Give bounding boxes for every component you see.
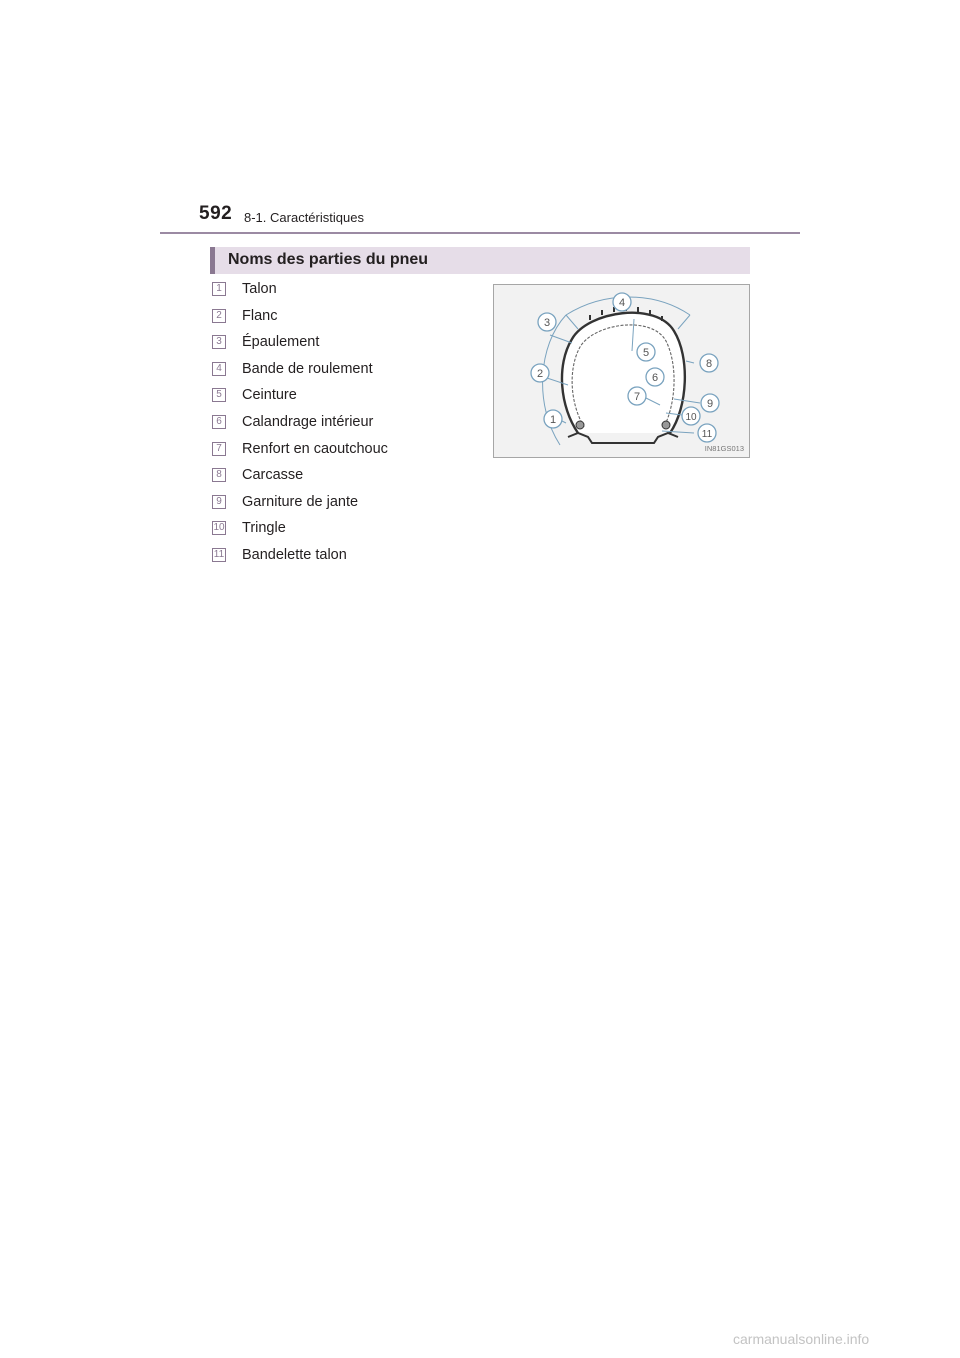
svg-text:2: 2 [536, 368, 544, 380]
svg-text:6: 6 [651, 372, 659, 384]
callout-6 [646, 368, 664, 386]
callout-10 [682, 407, 700, 425]
callout-8 [700, 354, 718, 372]
chapter-title: 8-1. Caractéristiques [244, 210, 364, 225]
item-number: 5 [212, 388, 226, 402]
callout-4 [613, 293, 631, 311]
item-label: Bandelette talon [242, 546, 347, 563]
item-label: Bande de roulement [242, 360, 373, 377]
section-title: Noms des parties du pneu [228, 251, 429, 268]
rim [568, 433, 678, 443]
tire-cross-section [494, 285, 750, 458]
svg-text:1: 1 [549, 414, 557, 426]
svg-text:3: 3 [543, 317, 551, 329]
svg-text:11: 11 [701, 429, 713, 440]
item-number: 8 [212, 468, 226, 482]
bead-left [576, 421, 584, 429]
callout-2 [531, 364, 549, 382]
svg-text:8: 8 [705, 358, 713, 370]
item-label: Calandrage intérieur [242, 413, 374, 430]
item-label: Flanc [242, 307, 278, 324]
item-number: 7 [212, 442, 226, 456]
item-number: 4 [212, 362, 226, 376]
item-number: 11 [213, 548, 225, 560]
callout-9 [701, 394, 719, 412]
header-rule [160, 232, 800, 234]
page-number: 592 [199, 203, 233, 224]
figure-code: IN81GS013 [704, 444, 744, 453]
item-label: Épaulement [242, 334, 320, 351]
svg-text:4: 4 [618, 297, 626, 309]
callout-3 [538, 313, 556, 331]
callout-1 [544, 410, 562, 428]
item-number: 6 [212, 415, 226, 429]
item-label: Carcasse [242, 467, 304, 484]
svg-text:9: 9 [706, 398, 714, 410]
tire-diagram [493, 284, 750, 458]
item-label: Talon [242, 281, 277, 297]
svg-text:5: 5 [642, 347, 650, 359]
callout-5 [637, 343, 655, 361]
bead-right [662, 421, 670, 429]
footer-watermark: carmanualsonline.info [733, 1331, 870, 1347]
item-number: 10 [213, 522, 225, 534]
item-number: 2 [212, 309, 226, 323]
section-heading-bar [210, 247, 750, 274]
item-label: Renfort en caoutchouc [242, 440, 388, 457]
tire-outer-contour [562, 313, 685, 433]
item-number: 1 [212, 282, 226, 296]
item-label: Ceinture [242, 387, 297, 404]
callout-7 [628, 387, 646, 405]
item-number: 3 [212, 335, 226, 349]
svg-text:7: 7 [633, 391, 641, 403]
item-label: Garniture de jante [242, 493, 359, 510]
item-label: Tringle [242, 520, 286, 537]
callout-11 [698, 424, 716, 442]
svg-text:10: 10 [685, 412, 697, 423]
item-number: 9 [212, 495, 226, 509]
